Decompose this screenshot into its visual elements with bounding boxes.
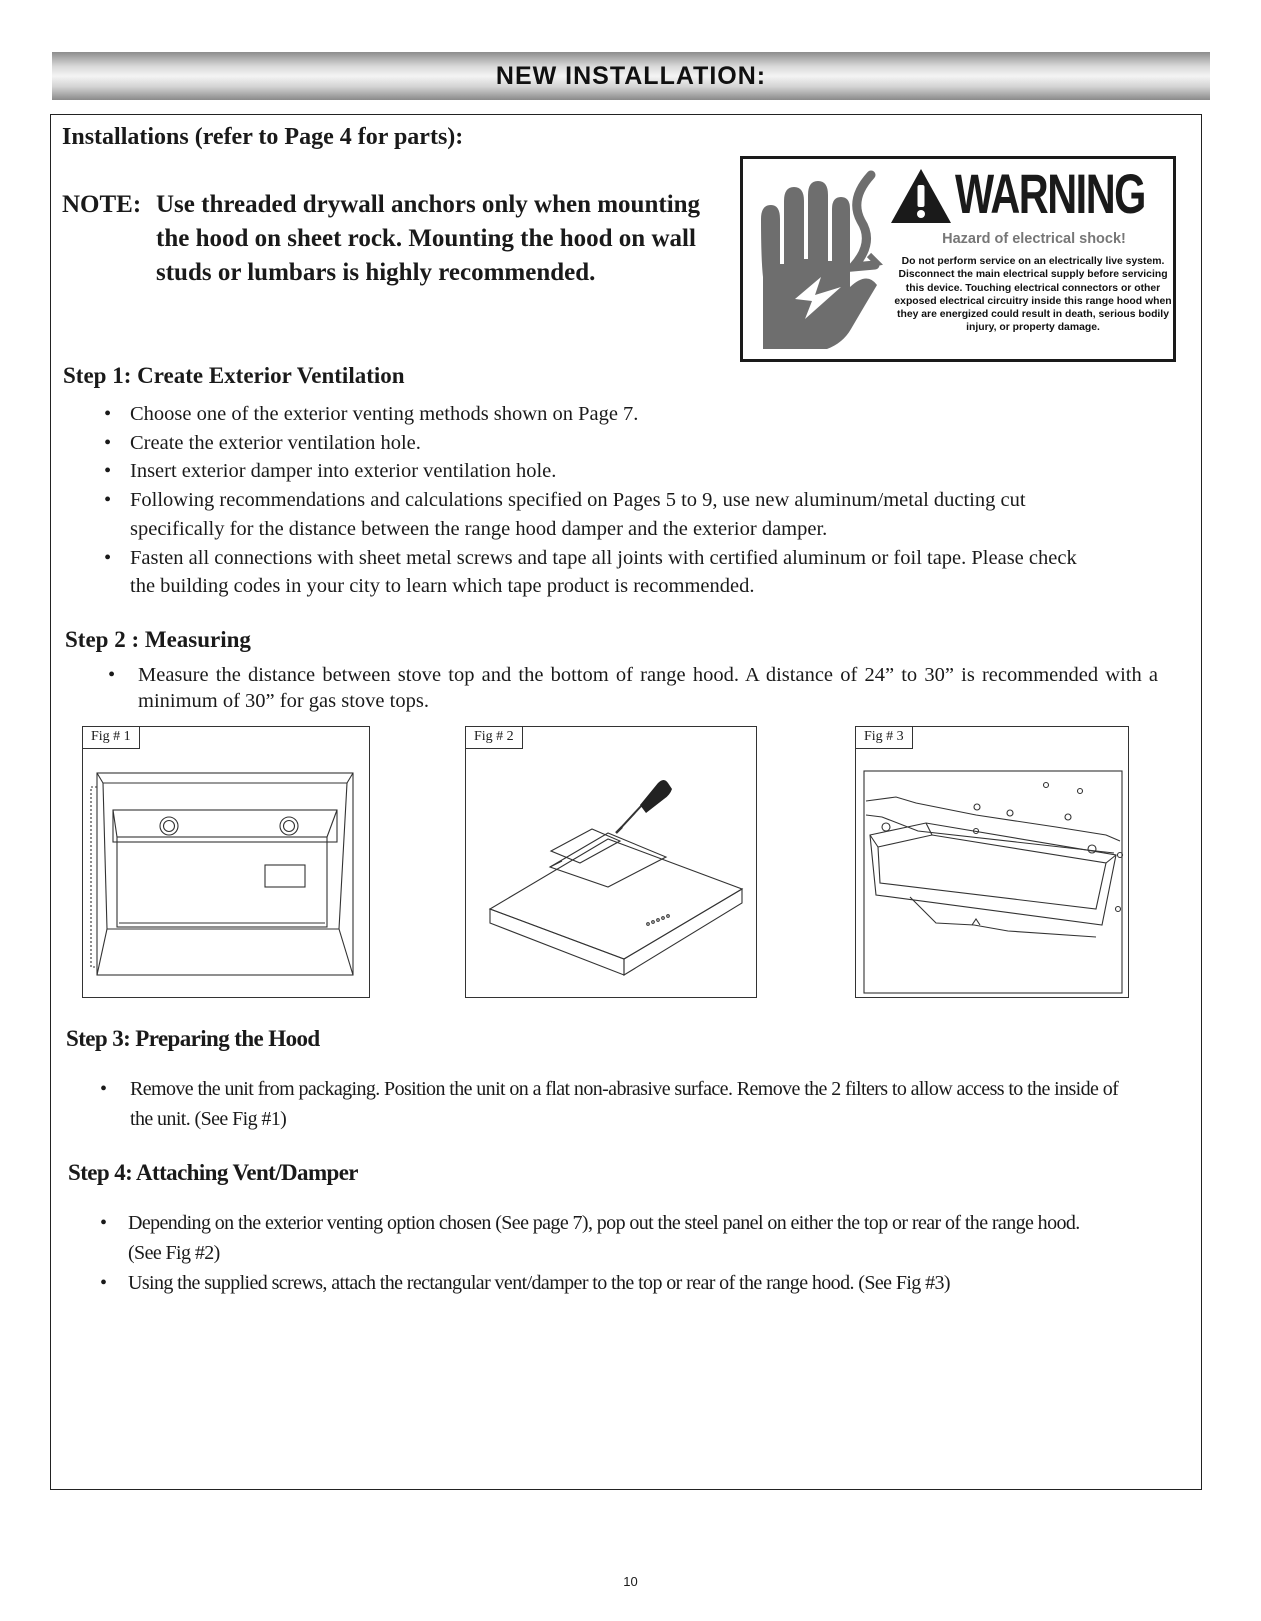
step3-heading: Step 3: Preparing the Hood [66,1026,320,1051]
note-text: Use threaded drywall anchors only when mounting the hood on sheet rock. Mounting the hood on wall studs or lumbars is highly recommended. [156,191,701,286]
step2-heading: Step 2 : Measuring [65,627,251,652]
note-block [62,188,722,328]
shocked-hand-icon [749,159,889,359]
figure-2 [465,726,757,998]
warning-body: Do not perform service on an electrically live system. Disconnect the main electrical supply before servicing this device. Touching electrical connectors or other exposed electrical circuitry inside this range hood when they are energized could result in death, serious bodily injury, or property damage. [894,256,1172,334]
section-banner [52,52,1210,100]
list-item: • Fasten all connections with sheet metal screws and tape all joints with certified aluminum or foil tape. Please check the building codes in your city to learn which tape product is recommended. [104,546,1077,598]
list-item: • Choose one of the exterior venting methods shown on Page 7. [104,403,639,425]
step2-list [108,662,1158,714]
figure-2-label: Fig # 2 [466,727,523,749]
list-item: • Depending on the exterior venting option chosen (See page 7), pop out the steel panel on either the top or rear of the range hood. (See Fig #2) [100,1212,1080,1264]
warning-subtitle: Hazard of electrical shock! [942,231,1126,247]
warning-triangle-icon [889,167,953,225]
page-number: 10 [623,1574,638,1589]
list-item: • Using the supplied screws, attach the rectangular vent/damper to the top or rear of the range hood. (See Fig #3) [100,1272,950,1294]
warning-box [740,156,1176,362]
vent-damper-attachment-drawing [856,727,1130,999]
list-item: • Create the exterior ventilation hole. [104,431,421,454]
list-item: • Insert exterior damper into exterior ventilation hole. [104,460,557,483]
step4-list [100,1208,1090,1298]
range-hood-underside-drawing [83,727,371,999]
step3-list [100,1074,1140,1134]
list-item: • Measure the distance between stove top and the bottom of range hood. A distance of 24” to 30” is recommended with a minimum of 30” for gas stove tops. [108,664,1158,712]
figure-3-label: Fig # 3 [856,727,913,749]
list-item: • Remove the unit from packaging. Position the unit on a flat non-abrasive surface. Remove the 2 filters to allow access to the inside of the unit. (See Fig #1) [100,1078,1119,1130]
step1-heading: Step 1: Create Exterior Ventilation [63,363,405,388]
range-hood-top-with-screwdriver-drawing [466,727,758,999]
figure-1-label: Fig # 1 [83,727,140,749]
note-label: NOTE: [62,191,142,218]
banner-title: NEW INSTALLATION: [495,61,767,90]
figure-3 [855,726,1129,998]
warning-title: WARNING [955,162,1145,225]
figure-1 [82,726,370,998]
installations-heading: Installations (refer to Page 4 for parts): [62,124,464,150]
step1-list [104,400,1144,601]
list-item: • Following recommendations and calculations specified on Pages 5 to 9, use new aluminum/metal ducting cut specifically for the distance between the range hood damper and the exterior damper. [104,489,1026,540]
step4-heading: Step 4: Attaching Vent/Damper [68,1160,358,1185]
